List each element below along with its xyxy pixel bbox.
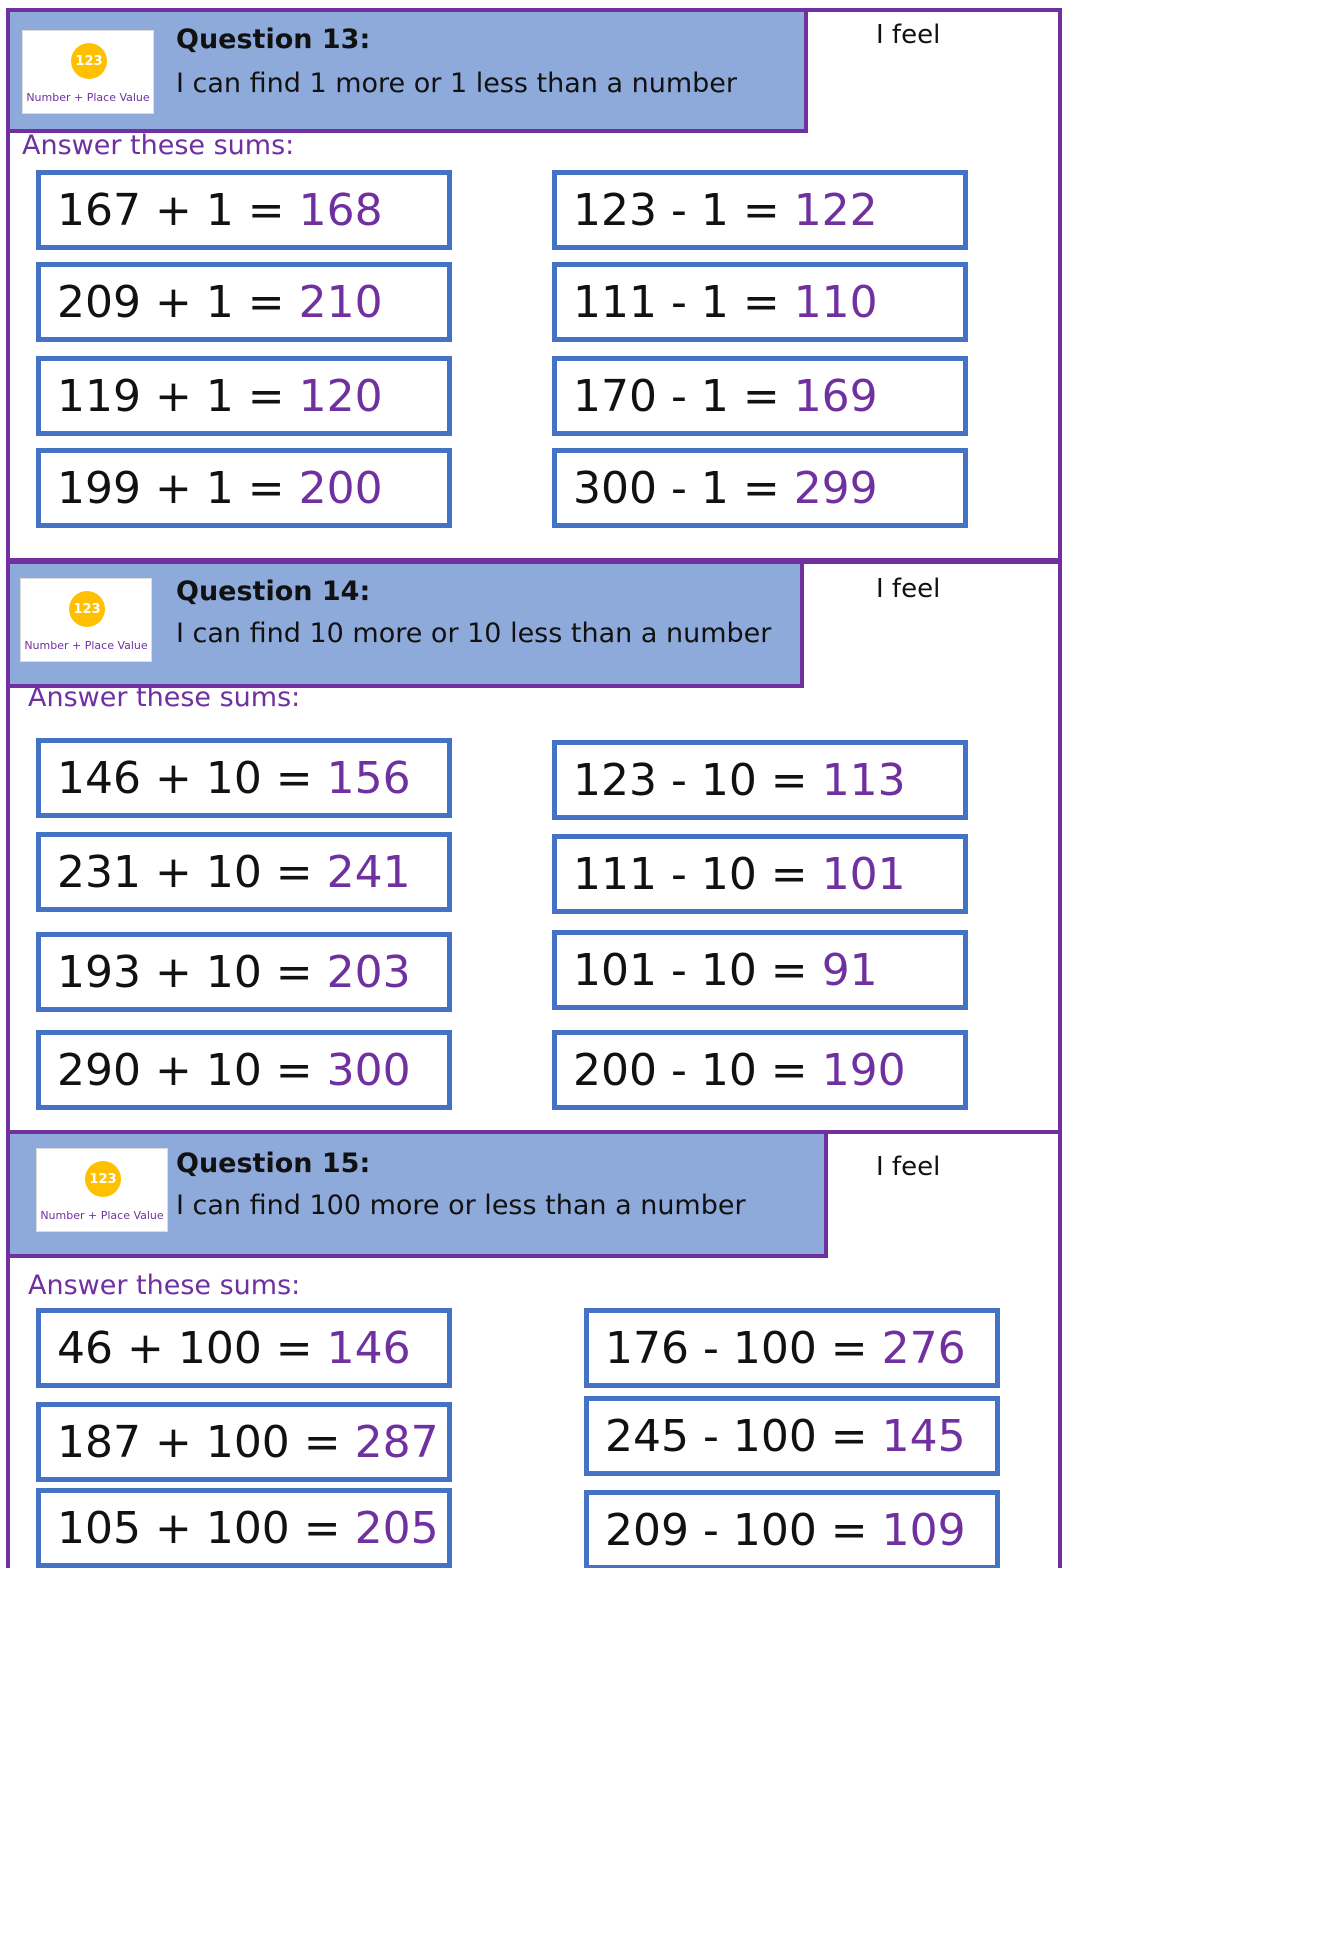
sum-expression: 123 - 1 =	[573, 184, 780, 236]
sum-box	[552, 1030, 968, 1110]
sum-box	[552, 262, 968, 342]
number-circle-icon: 123	[71, 43, 107, 79]
sum-expression: 101 - 10 =	[573, 944, 808, 996]
sum-answer: 241	[326, 846, 411, 898]
question-title: Question 14:	[176, 576, 371, 607]
instruction: Answer these sums:	[28, 1270, 301, 1301]
sum-box	[552, 740, 968, 820]
logo	[36, 1148, 168, 1232]
sum-box	[552, 170, 968, 250]
instruction: Answer these sums:	[22, 130, 295, 161]
sum-box	[584, 1308, 1000, 1388]
logo-caption: Number + Place Value	[40, 1209, 164, 1222]
question-objective: I can find 1 more or 1 less than a number	[176, 68, 737, 99]
sum-box	[584, 1396, 1000, 1476]
sum-box	[36, 356, 452, 436]
sum-expression: 146 + 10 =	[57, 752, 313, 804]
question-15-section	[6, 1130, 1062, 1568]
question-14-header	[10, 564, 804, 688]
i-feel-label: I feel	[876, 20, 941, 50]
sum-box	[36, 1488, 452, 1568]
sum-box	[552, 834, 968, 914]
sum-box	[552, 448, 968, 528]
sum-box	[36, 262, 452, 342]
sum-expression: 170 - 1 =	[573, 370, 780, 422]
sum-expression: 300 - 1 =	[573, 462, 780, 514]
sum-answer: 110	[793, 276, 878, 328]
sum-answer: 205	[354, 1502, 439, 1554]
sum-answer: 190	[821, 1044, 906, 1096]
question-title: Question 15:	[176, 1148, 371, 1179]
sum-box	[584, 1490, 1000, 1568]
sum-expression: 231 + 10 =	[57, 846, 313, 898]
sum-box	[36, 1402, 452, 1482]
sum-answer: 287	[354, 1416, 439, 1468]
sum-answer: 200	[298, 462, 383, 514]
sum-answer: 109	[881, 1504, 966, 1556]
instruction: Answer these sums:	[28, 682, 301, 713]
question-title: Question 13:	[176, 24, 371, 55]
sum-box	[36, 1030, 452, 1110]
sum-answer: 122	[793, 184, 878, 236]
sum-answer: 299	[793, 462, 878, 514]
sum-answer: 276	[881, 1322, 966, 1374]
sum-answer: 91	[821, 944, 878, 996]
sum-expression: 176 - 100 =	[605, 1322, 868, 1374]
sum-answer: 120	[298, 370, 383, 422]
sum-expression: 167 + 1 =	[57, 184, 285, 236]
sum-expression: 199 + 1 =	[57, 462, 285, 514]
sum-expression: 200 - 10 =	[573, 1044, 808, 1096]
i-feel-label: I feel	[876, 574, 941, 604]
sum-expression: 111 - 1 =	[573, 276, 780, 328]
number-circle-icon: 123	[69, 591, 105, 627]
logo	[20, 578, 152, 662]
sum-expression: 209 - 100 =	[605, 1504, 868, 1556]
sum-expression: 123 - 10 =	[573, 754, 808, 806]
i-feel-label: I feel	[876, 1152, 941, 1182]
sum-expression: 209 + 1 =	[57, 276, 285, 328]
sum-expression: 187 + 100 =	[57, 1416, 341, 1468]
sum-answer: 113	[821, 754, 906, 806]
logo-caption: Number + Place Value	[24, 639, 148, 652]
logo	[22, 30, 154, 114]
sum-answer: 156	[326, 752, 411, 804]
sum-box	[36, 832, 452, 912]
question-objective: I can find 10 more or 10 less than a number	[176, 618, 772, 649]
sum-box	[36, 738, 452, 818]
sum-box	[36, 932, 452, 1012]
sum-answer: 101	[821, 848, 906, 900]
sum-expression: 290 + 10 =	[57, 1044, 313, 1096]
sum-expression: 193 + 10 =	[57, 946, 313, 998]
sum-expression: 245 - 100 =	[605, 1410, 868, 1462]
sum-answer: 210	[298, 276, 383, 328]
sum-box	[552, 356, 968, 436]
sum-answer: 146	[326, 1322, 411, 1374]
sum-answer: 203	[326, 946, 411, 998]
sum-box	[36, 170, 452, 250]
question-14-section	[6, 560, 1062, 1134]
sum-box	[36, 1308, 452, 1388]
sum-box	[552, 930, 968, 1010]
question-objective: I can find 100 more or less than a number	[176, 1190, 746, 1221]
question-13-header	[10, 12, 808, 133]
sum-expression: 105 + 100 =	[57, 1502, 341, 1554]
sum-answer: 145	[881, 1410, 966, 1462]
question-15-header	[10, 1134, 828, 1258]
sum-answer: 169	[793, 370, 878, 422]
sum-expression: 119 + 1 =	[57, 370, 285, 422]
sum-expression: 46 + 100 =	[57, 1322, 313, 1374]
sum-answer: 168	[298, 184, 383, 236]
logo-caption: Number + Place Value	[26, 91, 150, 104]
sum-expression: 111 - 10 =	[573, 848, 808, 900]
number-circle-icon: 123	[85, 1161, 121, 1197]
sum-box	[36, 448, 452, 528]
sum-answer: 300	[326, 1044, 411, 1096]
question-13-section	[6, 8, 1062, 562]
